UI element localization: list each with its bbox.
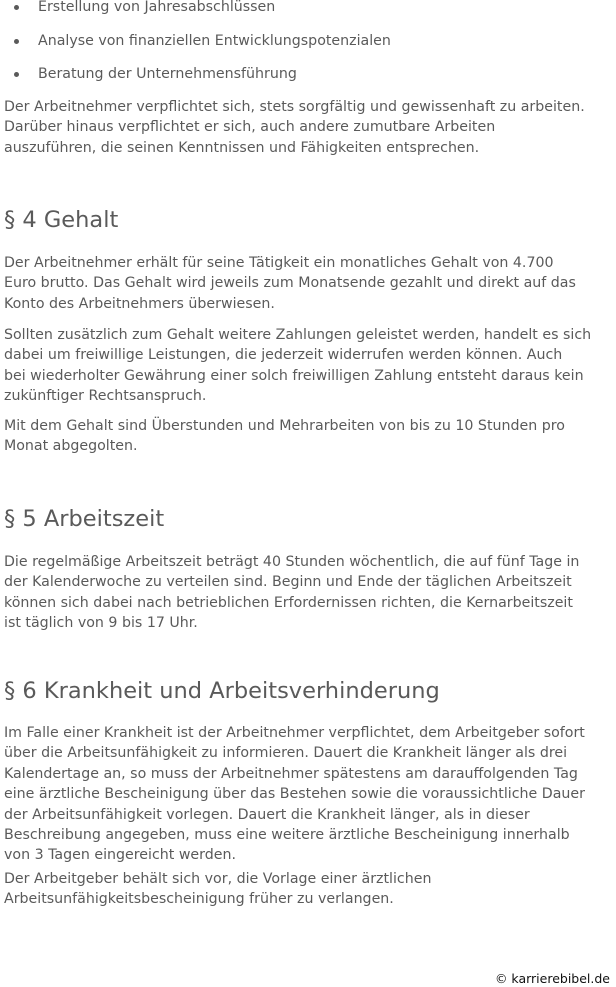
section-6-heading: § 6 Krankheit und Arbeitsverhinderung — [4, 678, 440, 704]
section-4-paragraph-3: Mit dem Gehalt sind Überstunden und Mehrarbeiten von bis zu 10 Stunden pro Monat abgegolten. — [4, 418, 565, 455]
section-6-paragraph-1: Im Falle einer Krankheit ist der Arbeitnehmer verpflichtet, dem Arbeitgeber sofort über die Arbeitsunfähigkeit zu informieren. Dauert die Krankheit länger als drei Kalendertage an, so muss der Arbeitnehmer spätestens am darauffolgenden Tag eine ärztliche Bescheinigung über das Bestehen sowie die voraussichtliche Dauer der Arbeitsunfähigkeit vorlegen. Dauert die Krankheit länger, als in dieser Beschreibung angegeben, muss eine weitere ärztliche Bescheinigung innerhalb von 3 Tagen eingereicht werden. — [4, 725, 585, 864]
list-item: Analyse von finanziellen Entwicklungspotenzialen — [0, 31, 616, 65]
section-5-heading: § 5 Arbeitszeit — [4, 506, 165, 532]
section-6-paragraph-2: Der Arbeitgeber behält sich vor, die Vorlage einer ärztlichen Arbeitsunfähigkeitsbescheinigung früher zu verlangen. — [4, 871, 432, 908]
list-item: Beratung der Unternehmensführung — [0, 64, 616, 98]
bullet-dot-icon — [14, 72, 19, 77]
section-4-heading: § 4 Gehalt — [4, 207, 119, 233]
section-4-paragraph-2: Sollten zusätzlich zum Gehalt weitere Zahlungen geleistet werden, handelt es sich dabei um freiwillige Leistungen, die jederzeit widerrufen werden können. Auch bei wiederholter Gewährung einer solch freiwilligen Zahlung entsteht daraus kein zukünftiger Rechtsanspruch. — [4, 327, 592, 405]
section-4-paragraph-1: Der Arbeitnehmer erhält für seine Tätigkeit ein monatliches Gehalt von 4.700 Euro brutto. Das Gehalt wird jeweils zum Monatsende gezahlt und direkt auf das Konto des Arbeitnehmers überwiesen. — [4, 255, 576, 312]
list-item: Erstellung von Jahresabschlüssen — [0, 0, 616, 31]
section-5-paragraph-1: Die regelmäßige Arbeitszeit beträgt 40 Stunden wöchentlich, die auf fünf Tage in der Kalenderwoche zu verteilen sind. Beginn und Ende der täglichen Arbeitszeit können sich dabei nach betrieblichen Erfordernissen richten, die Kernarbeitszeit ist täglich von 9 bis 17 Uhr. — [4, 554, 580, 632]
task-bullet-list — [0, 0, 616, 98]
bullet-dot-icon — [14, 39, 19, 44]
intro-paragraph: Der Arbeitnehmer verpflichtet sich, stets sorgfältig und gewissenhaft zu arbeiten. Darüber hinaus verpflichtet er sich, auch andere zumutbare Arbeiten auszuführen, die seinen Kenntnissen und Fähigkeiten entsprechen. — [4, 99, 585, 156]
copyright-footer: © karrierebibel.de — [494, 971, 610, 986]
bullet-dot-icon — [14, 5, 19, 10]
